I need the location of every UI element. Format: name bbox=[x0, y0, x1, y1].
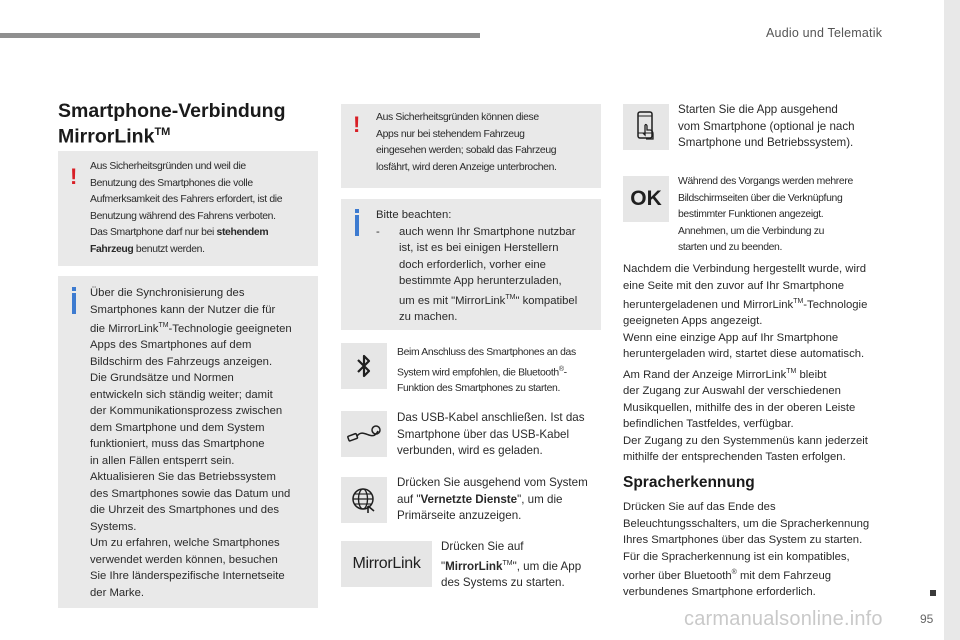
usb-cable-icon bbox=[346, 423, 382, 445]
info-icon bbox=[72, 293, 76, 314]
warning-icon: ! bbox=[70, 164, 78, 189]
ok-label: OK bbox=[630, 187, 662, 210]
warning-icon: ! bbox=[353, 112, 361, 137]
warning-text: Aus Sicherheitsgründen können diese Apps nur bei stehendem Fahrzeug eingesehen werden; sobald das Fahrzeug losfährt, wird deren Anzeige unterbrochen. bbox=[376, 112, 557, 173]
info-box-note bbox=[341, 199, 601, 330]
watermark: carmanualsonline.info bbox=[684, 608, 883, 630]
info-box-sync bbox=[58, 276, 318, 608]
bluetooth-icon bbox=[353, 353, 375, 379]
page-marker bbox=[930, 590, 936, 596]
services-tile bbox=[341, 477, 387, 523]
services-step-text: Drücken Sie ausgehend vom System auf "Vernetzte Dienste", um die Primärseite anzuzeigen. bbox=[397, 476, 588, 522]
section-heading-voice: Spracherkennung bbox=[623, 474, 755, 491]
connected-services-icon bbox=[350, 486, 378, 514]
ok-tile bbox=[623, 176, 669, 222]
mirrorlink-tile bbox=[341, 541, 432, 587]
side-strip bbox=[944, 0, 960, 640]
usb-step-text: Das USB-Kabel anschließen. Ist das Smartphone über das USB-Kabel verbunden, wird es geladen. bbox=[397, 411, 585, 457]
warning-box-apps bbox=[341, 104, 601, 188]
usb-tile bbox=[341, 411, 387, 457]
chapter-title: Audio und Telematik bbox=[766, 26, 883, 40]
access-paragraph: Am Rand der Anzeige MirrorLink™ bleibt der Zugang zur Auswahl der verschiedenen Musikquellen, mithilfe des in der oberen Leiste befindlichen Tastfeldes, verfügbar. Der Zugang zu den Systemmenüs kann jederzeit mithilfe der entsprechenden Tasten erfolgen. bbox=[623, 368, 868, 464]
page-title-line2: MirrorLink™ bbox=[58, 125, 171, 148]
info-text: Über die Synchronisierung des Smartphones kann der Nutzer die für die MirrorLink™-Technologie geeigneten Apps des Smartphones auf dem Bildschirm des Fahrzeugs anzeigen. Die Grundsätze und Normen entwickeln sich ständig weiter; damit der Kommunikationsprozess zwischen dem Smartphone und dem System funktioniert, muss das Smartphone in allen Fällen entsperrt sein. Aktualisieren Sie das Betriebssystem des Smartphones sowie das Datum und die Uhrzeit des Smartphones und des Systems. Um zu erfahren, welche Smartphones verwendet werden können, besuchen Sie Ihre länderspezifische Internetseite der Marke. bbox=[90, 287, 292, 599]
smartphone-step-text: Starten Sie die App ausgehend vom Smartphone (optional je nach Smartphone und Betriebssystem). bbox=[678, 103, 855, 149]
header-bar bbox=[0, 33, 480, 38]
smartphone-touch-icon bbox=[635, 111, 657, 143]
info-note-text: Bitte beachten: - auch wenn Ihr Smartphone nutzbar ist, ist es bei einigen Herstellern doch erforderlich, vorher eine bestimmte App herunterzuladen, um es mit "MirrorLink™" kompatibel zu machen. bbox=[376, 209, 578, 323]
smartphone-tile bbox=[623, 104, 669, 150]
mirrorlink-step-text: Drücken Sie auf "MirrorLink™", um die App des Systems zu starten. bbox=[441, 540, 582, 589]
connection-paragraph: Nachdem die Verbindung hergestellt wurde, wird eine Seite mit den zuvor auf Ihr Smartphone heruntergeladenen und MirrorLink™-Technologie geeigneten Apps angezeigt. Wenn eine einzige App auf Ihr Smartphone heruntergeladen wird, startet diese automatisch. bbox=[623, 263, 868, 361]
bluetooth-step-text: Beim Anschluss des Smartphones an das System wird empfohlen, die Bluetooth®- Funktion des Smartphones zu starten. bbox=[397, 347, 576, 395]
page-number: 95 bbox=[920, 612, 934, 626]
info-icon bbox=[355, 215, 359, 236]
page-title-line1: Smartphone-Verbindung bbox=[58, 100, 286, 122]
warning-text: Aus Sicherheitsgründen und weil die Benutzung des Smartphones die volle Aufmerksamkeit des Fahrers erfordert, ist die Benutzung während des Fahrens verboten. Das Smartphone darf nur bei stehendem Fahrzeug benutzt werden. bbox=[90, 161, 283, 255]
voice-paragraph: Drücken Sie auf das Ende des Beleuchtungsschalters, um die Spracherkennung Ihres Smartphones über das System zu starten. Für die Spracherkennung ist ein kompatibles, vorher über Bluetooth® mit dem Fahrzeug verbundenes Smartphone erforderlich. bbox=[623, 501, 870, 599]
page-title bbox=[58, 101, 313, 148]
warning-box-driving bbox=[58, 151, 318, 266]
bluetooth-tile bbox=[341, 343, 387, 389]
ok-step-text: Während des Vorgangs werden mehrere Bildschirmseiten über die Verknüpfung bestimmter Funktionen angezeigt. Annehmen, um die Verbindung zu starten und zu beenden. bbox=[678, 176, 853, 253]
mirrorlink-logo: MirrorLink bbox=[352, 555, 421, 572]
